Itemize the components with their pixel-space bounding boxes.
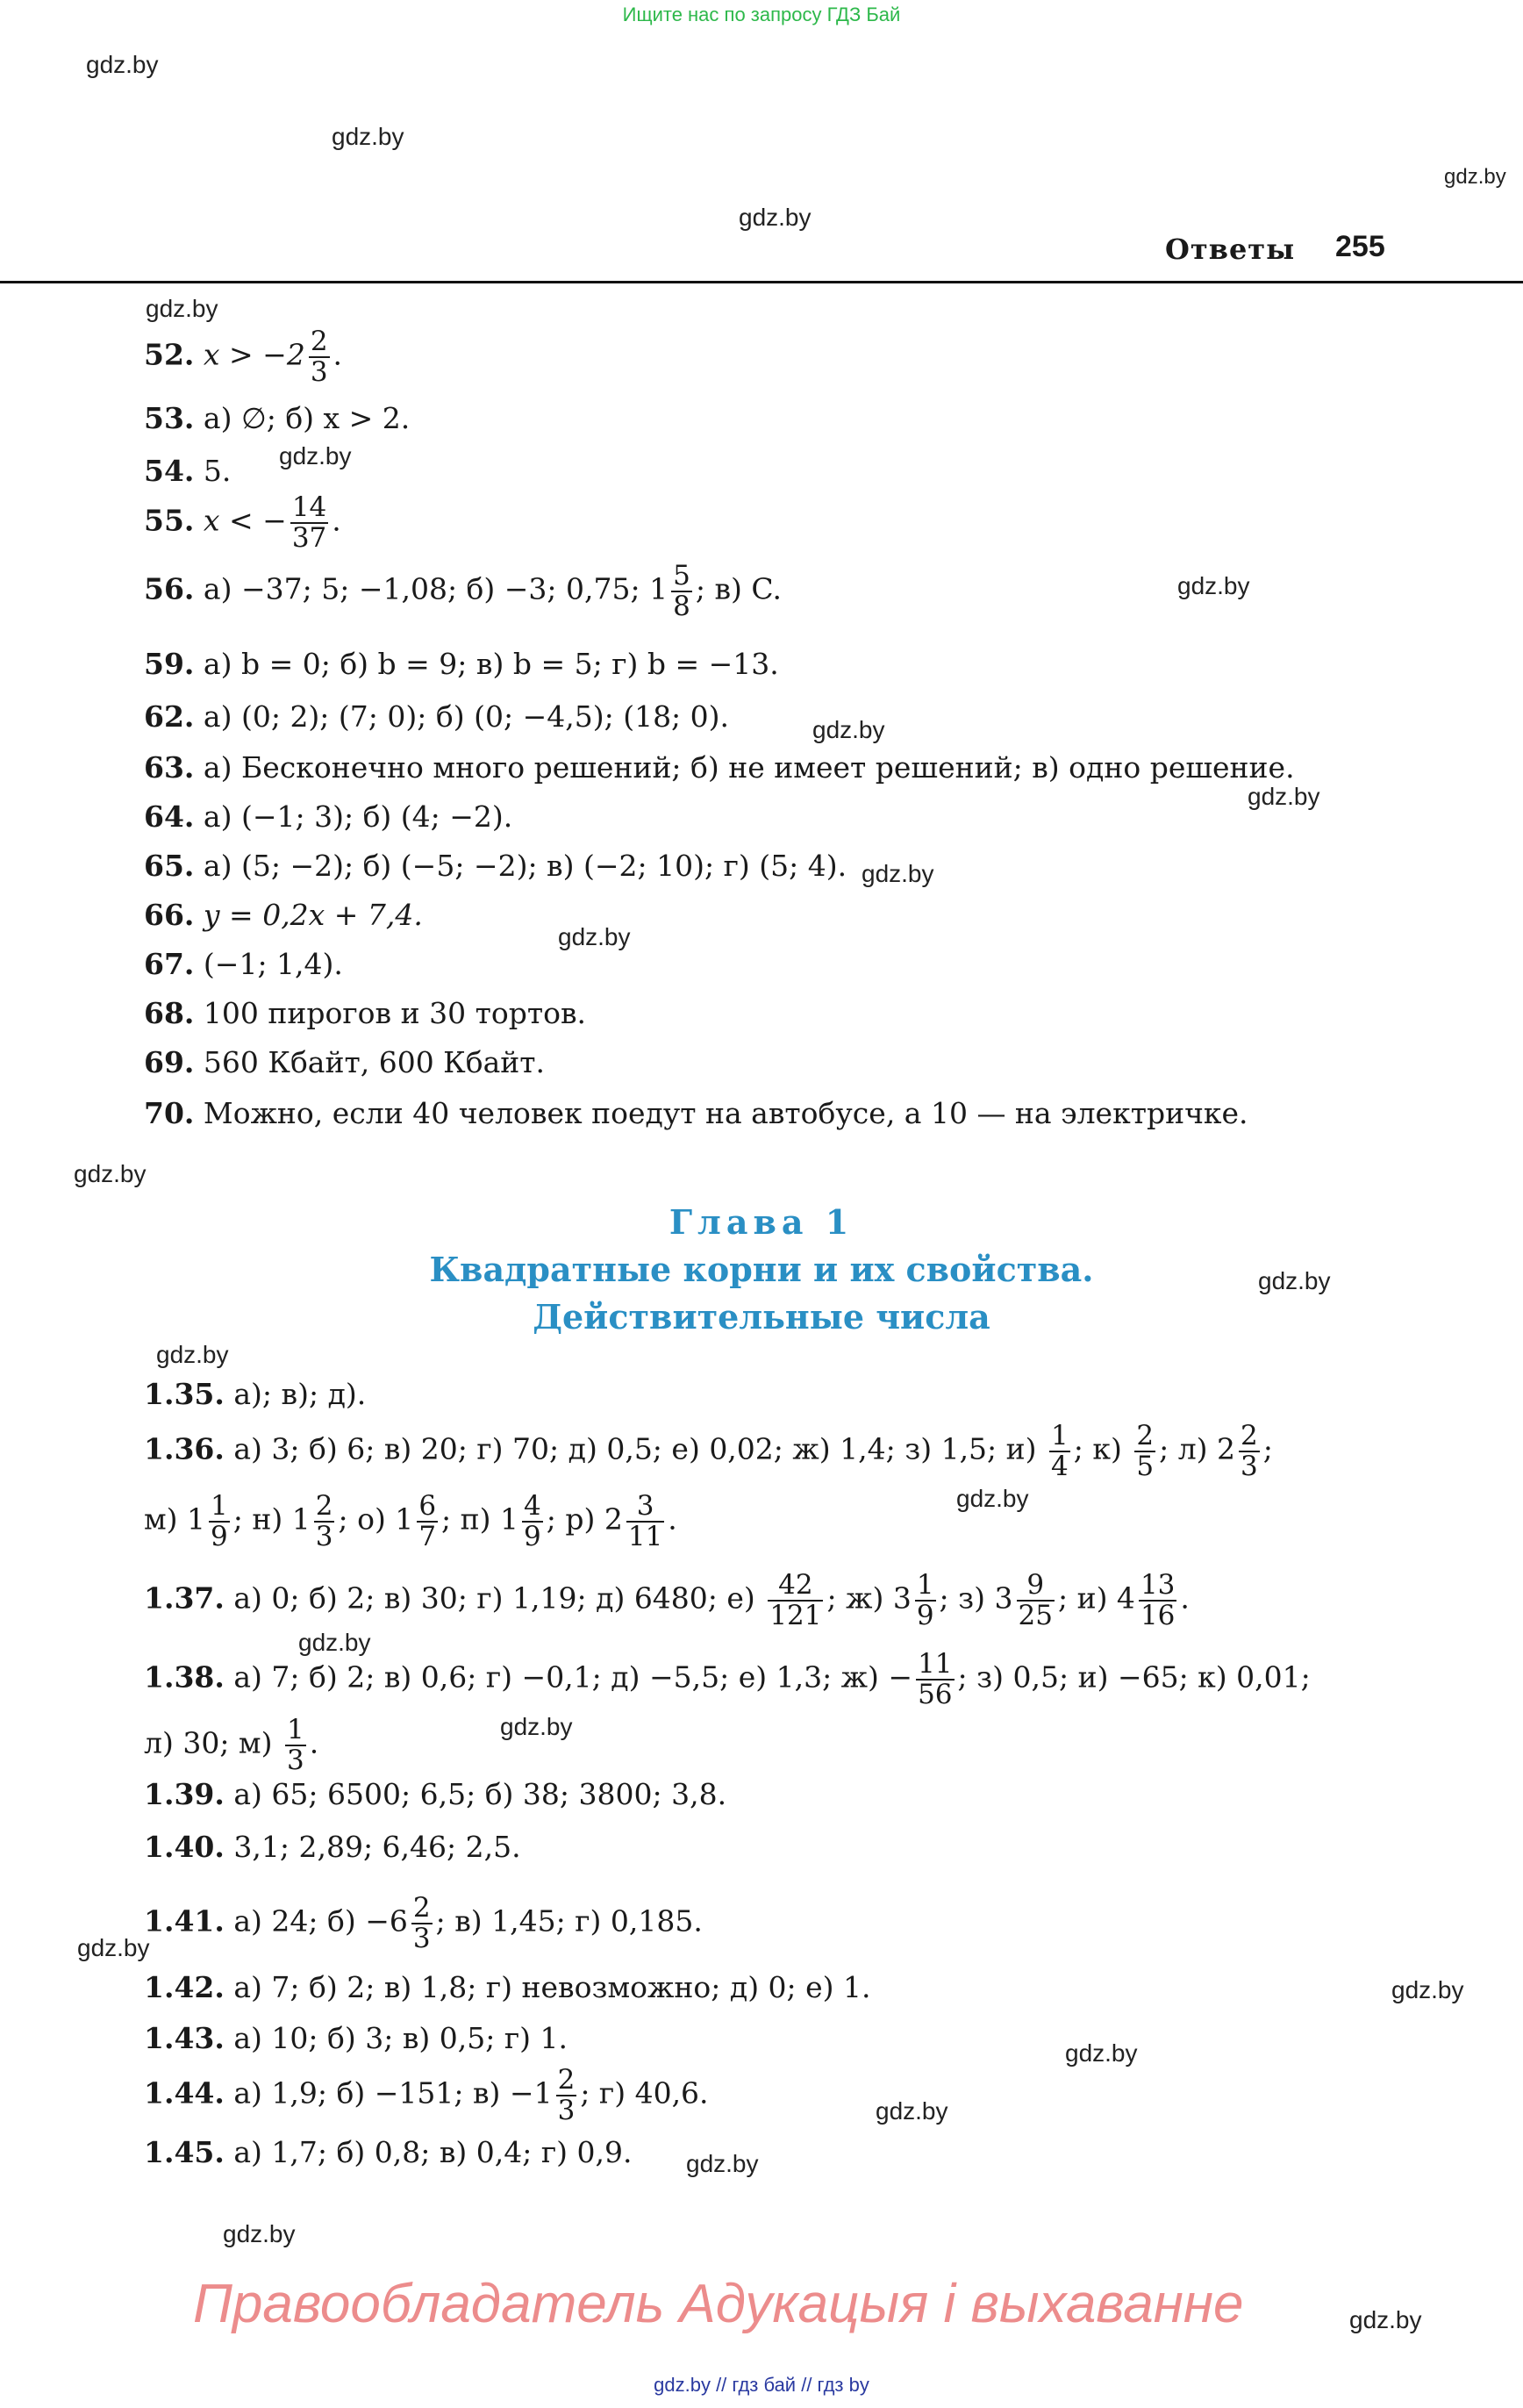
answer-1-41: 1.41. а) 24; б) −6 $\frac{2}{3}$ ; в) 1,45; г) 0,185. [144, 1892, 703, 1954]
answer-1-44: 1.44. а) 1,9; б) −151; в) −1 $\frac{2}{3}$ ; г) 40,6. [144, 2064, 709, 2126]
watermark: gdz.by [686, 2150, 759, 2177]
watermark: gdz.by [146, 295, 218, 322]
top-banner[interactable]: Ищите нас по запросу ГДЗ Бай [622, 4, 901, 25]
answer-1-39: 1.39. а) 65; 6500; 6,5; б) 38; 3800; 3,8. [144, 1777, 727, 1811]
fraction: $\frac{1}{9}$ [211, 1490, 228, 1552]
page-number: 255 [1335, 230, 1385, 263]
answer-52: 52. x > −2 $\frac{2}{3}$ . [144, 326, 343, 388]
answer-62: 62. а) (0; 2); (7; 0); б) (0; −4,5); (18; 0). [144, 699, 730, 734]
fraction: $\frac{3}{11}$ [627, 1490, 663, 1552]
fraction: $\frac{2}{5}$ [1136, 1420, 1155, 1482]
fraction: $\frac{42}{121}$ [769, 1569, 822, 1631]
answer-1-43: 1.43. а) 10; б) 3; в) 0,5; г) 1. [144, 2021, 568, 2055]
watermark: gdz.by [298, 1629, 371, 1656]
fraction: $\frac{6}{7}$ [418, 1490, 437, 1552]
answer-69: 69. 560 Кбайт, 600 Кбайт. [144, 1045, 546, 1079]
chapter-title-line-2: Действительные числа [533, 1297, 990, 1337]
answer-1-37: 1.37. а) 0; б) 2; в) 30; г) 1,19; д) 6480; е) $\frac{42}{121}$ ; ж) 3 $\frac{1}{9}$ ; з) 3 $\frac{9}{25}$ ; и) 4 $\frac{13}{16}$ . [144, 1569, 1190, 1631]
answer-63: 63. а) Бесконечно много решений; б) не имеет решений; в) одно решение. [144, 750, 1295, 785]
fraction: $\frac{2}{3}$ [1241, 1420, 1258, 1482]
fraction: $\frac{9}{25}$ [1018, 1569, 1053, 1631]
watermark: gdz.by [876, 2097, 948, 2125]
answer-1-36-line-1: 1.36. а) 3; б) 6; в) 20; г) 70; д) 0,5; е) 0,02; ж) 1,4; з) 1,5; и) $\frac{1}{4}$ ; к) $\frac{2}{5}$ ; л) 2 $\frac{2}{3}$ ; [144, 1420, 1273, 1482]
watermark: gdz.by [279, 442, 352, 469]
fraction: $\frac{1}{4}$ [1051, 1420, 1069, 1482]
watermark: gdz.by [500, 1713, 573, 1740]
answer-67: 67. (−1; 1,4). [144, 947, 343, 981]
answer-1-45: 1.45. а) 1,7; б) 0,8; в) 0,4; г) 0,9. [144, 2135, 633, 2169]
watermark: gdz.by [223, 2220, 296, 2247]
answer-1-35: 1.35. а); в); д). [144, 1377, 367, 1411]
answer-54: 54. 5. [144, 454, 232, 488]
page-header-title: Ответы [1165, 233, 1296, 266]
watermark: gdz.by [1177, 572, 1250, 599]
answer-55: 55. x < − $\frac{14}{37}$ . [144, 491, 341, 554]
fraction: $\frac{13}{16}$ [1140, 1569, 1176, 1631]
answer-53: 53. а) ∅; б) x > 2. [144, 401, 411, 435]
watermark: gdz.by [332, 123, 404, 150]
watermark: gdz.by [77, 1934, 150, 1961]
answer-68: 68. 100 пирогов и 30 тортов. [144, 996, 587, 1030]
fraction: $\frac{2}{3}$ [557, 2064, 576, 2126]
watermark: gdz.by [74, 1160, 147, 1187]
fraction: $\frac{2}{3}$ [412, 1892, 431, 1954]
rights-holder-stamp: Правообладатель Адукацыя і выхаванне [193, 2274, 1244, 2334]
watermark: gdz.by [558, 923, 631, 950]
chapter-label: Глава 1 [669, 1202, 854, 1242]
header-divider [0, 281, 1523, 283]
fraction: $\frac{1}{3}$ [286, 1714, 304, 1776]
watermark: gdz.by [862, 860, 934, 887]
answer-1-38-line-2: л) 30; м) $\frac{1}{3}$ . [144, 1714, 319, 1776]
answer-1-40: 1.40. 3,1; 2,89; 6,46; 2,5. [144, 1830, 521, 1864]
watermark: gdz.by [1065, 2039, 1138, 2067]
watermark: gdz.by [1444, 165, 1506, 189]
answer-1-42: 1.42. а) 7; б) 2; в) 1,8; г) невозможно; д) 0; е) 1. [144, 1970, 871, 2004]
watermark: gdz.by [812, 716, 885, 743]
chapter-title-line-1: Квадратные корни и их свойства. [429, 1250, 1094, 1289]
fraction: $\frac{1}{9}$ [916, 1569, 934, 1631]
watermark: gdz.by [956, 1485, 1029, 1512]
answer-56: 56. а) −37; 5; −1,08; б) −3; 0,75; 1 $\frac{5}{8}$ ; в) C. [144, 560, 782, 622]
watermark: gdz.by [739, 204, 812, 231]
fraction: $\frac{11}{56}$ [918, 1648, 953, 1710]
watermark: gdz.by [1391, 1976, 1464, 2003]
fraction: $\frac{5}{8}$ [673, 560, 690, 622]
fraction: $\frac{4}{9}$ [524, 1490, 541, 1552]
answer-65: 65. а) (5; −2); б) (−5; −2); в) (−2; 10); г) (5; 4). [144, 849, 847, 883]
answer-1-36-line-2: м) 1 $\frac{1}{9}$ ; н) 1 $\frac{2}{3}$ ; о) 1 $\frac{6}{7}$ ; п) 1 $\frac{4}{9}$ ; р) 2 $\frac{3}{11}$ . [144, 1490, 677, 1552]
watermark: gdz.by [1349, 2306, 1422, 2333]
watermark: gdz.by [156, 1341, 229, 1368]
answer-64: 64. а) (−1; 3); б) (4; −2). [144, 799, 513, 834]
watermark: gdz.by [1258, 1267, 1331, 1294]
answer-70: 70. Можно, если 40 человек поедут на автобусе, а 10 — на электричке. [144, 1096, 1248, 1130]
answer-59: 59. а) b = 0; б) b = 9; в) b = 5; г) b = −13. [144, 647, 779, 681]
watermark: gdz.by [1248, 783, 1320, 810]
fraction: $\frac{2}{3}$ [315, 1490, 333, 1552]
fraction: $\frac{14}{37}$ [291, 491, 327, 554]
footer-links[interactable]: gdz.by // гдз бай // гдз by [654, 2374, 869, 2396]
watermark: gdz.by [86, 51, 159, 78]
answer-1-38-line-1: 1.38. а) 7; б) 2; в) 0,6; г) −0,1; д) −5,5; е) 1,3; ж) − $\frac{11}{56}$ ; з) 0,5; и) −65; к) 0,01; [144, 1648, 1311, 1710]
fraction: $\frac{2}{3}$ [310, 326, 328, 388]
answer-66: 66. y = 0,2x + 7,4. [144, 898, 423, 932]
